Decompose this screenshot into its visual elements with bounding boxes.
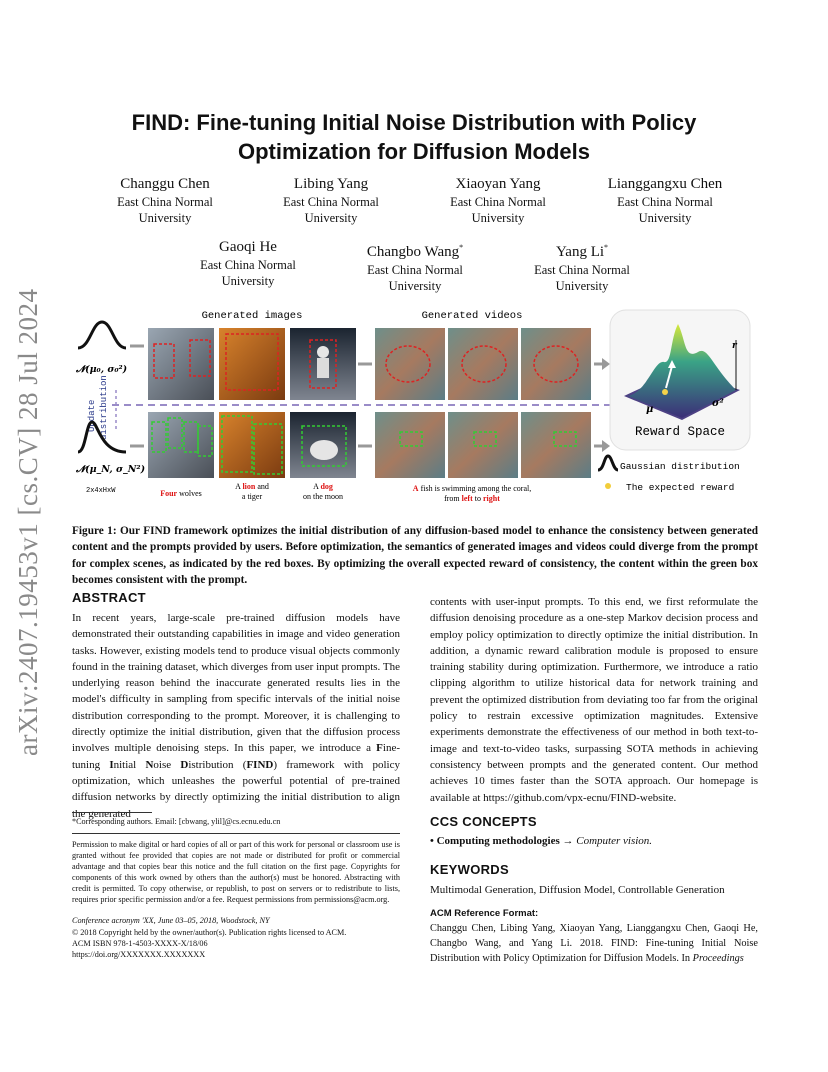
gaussian-curve-icon xyxy=(78,322,126,348)
author-affiliation: University xyxy=(638,211,692,225)
permission-notice: Permission to make digital or hard copies of all or part of this work for personal or classroom use is granted without fee provided that copies are not made or distributed for profit or commercial advantage and that copies bear this notice and the full citation on the first page. Copyrights for components of this work owned by others than the author(s) must be honored. Abstracting with credit is permitted. To copy otherwise, or republish, to post on servers or to redistribute to lists, requires prior specific permission and/or a fee. Request permissions from permissions@acm.org. xyxy=(72,840,400,904)
conference-info: Conference acronym 'XX, June 03–05, 2018, Woodstock, NY xyxy=(72,916,270,925)
dog-shape xyxy=(310,440,338,460)
abstract-right-column: contents with user-input prompts. To this end, we first reformulate the diffusion denoising procedure as a one-step Markov decision process and employ policy optimization to directly optimize the initial distribution. In addition, a dynamic reward calibration module is proposed to ensure training stability during optimization. Furthermore, we introduce a ratio clipping algorithm to utilize historical data for network training and prevent the optimized distribution from deviating too far from the original policy to restrain excessive optimization magnitudes. Extensive experiments demonstrate the effectiveness of our method in both text-to-image and text-to-video tasks, surpassing SOTA methods in achieving consistency between prompts and the generated content. Our method achieves 10 times faster than the SOTA approach. Our homepage is available at https://github.com/vpx-ecnu/FIND-website. xyxy=(430,596,758,804)
video-frame-after xyxy=(448,412,518,478)
acm-reference-heading: ACM Reference Format: xyxy=(430,908,539,919)
author-block xyxy=(413,175,583,226)
author-affiliation: East China Normal xyxy=(617,195,713,209)
arxiv-sidebar-stamp: arXiv:2407.19453v1 [cs.CV] 28 Jul 2024 xyxy=(13,288,43,756)
paper-title: FIND: Fine-tuning Initial Noise Distribution with Policy Optimization for Diffusion Models xyxy=(131,110,697,164)
prompt-lion-tiger-line2: a tiger xyxy=(241,492,263,501)
update-label: Update xyxy=(87,399,97,432)
video-frame-before xyxy=(521,328,591,400)
author-affiliation: East China Normal xyxy=(117,195,213,209)
author-block xyxy=(246,175,416,226)
author-affiliation: East China Normal xyxy=(367,263,463,277)
initial-distribution-label: 𝓝(μ₀, σ₀²) xyxy=(76,364,128,375)
axis-sigma-label: σ² xyxy=(712,398,724,409)
author-block xyxy=(163,238,333,289)
lion-image-before xyxy=(219,328,285,400)
ccs-heading: CCS CONCEPTS xyxy=(430,814,537,829)
prompt-dog-moon-line2: on the moon xyxy=(303,492,343,501)
author-name: Gaoqi He xyxy=(219,239,277,255)
expected-reward-legend-icon xyxy=(605,483,611,489)
wolves-image-before xyxy=(148,328,214,400)
astronaut-shape xyxy=(317,346,329,358)
author-affiliation: University xyxy=(138,211,192,225)
author-affiliation: University xyxy=(555,279,609,293)
figure-1 xyxy=(72,300,758,510)
expected-reward-marker xyxy=(662,389,668,395)
footnote-rule xyxy=(72,812,152,813)
reward-space-label: Reward Space xyxy=(634,425,726,439)
author-name: Changgu Chen xyxy=(120,176,210,192)
author-name: Yang Li* xyxy=(555,243,609,260)
gaussian-legend-icon xyxy=(598,456,618,470)
author-affiliation: University xyxy=(304,211,358,225)
video-frame-after xyxy=(375,412,445,478)
noise-size-label: 2x4xHxW xyxy=(86,487,116,495)
author-affiliation: University xyxy=(388,279,442,293)
prompt-fish: A fish is swimming among the coral, xyxy=(412,484,532,493)
author-affiliation: East China Normal xyxy=(283,195,379,209)
video-frame-after xyxy=(521,412,591,478)
figure-1-diagram xyxy=(72,300,758,510)
acm-reference-text: Changgu Chen, Libing Yang, Xiaoyan Yang, Lianggangxu Chen, Gaoqi He, Changbo Wang, and Yang Li. 2018. FIND: Fine-tuning Initial Noise Distribution with Policy Optimization for Diffusion Models. In Proceedings xyxy=(430,923,758,965)
author-block xyxy=(497,238,667,294)
prompt-lion-tiger: A lion and xyxy=(235,482,269,491)
generated-videos-label: Generated videos xyxy=(421,310,523,322)
corresponding-authors-footnote: *Corresponding authors. Email: [cbwang, ylil]@cs.ecnu.edu.cn xyxy=(72,817,281,826)
astronaut-shape xyxy=(317,358,329,378)
distribution-label: distribution xyxy=(99,375,109,440)
doi-line: https://doi.org/XXXXXXX.XXXXXXX xyxy=(72,950,206,959)
author-block xyxy=(80,175,250,226)
ccs-concepts: • Computing methodologies → Computer vision. xyxy=(430,835,653,847)
legend-gaussian-label: Gaussian distribution xyxy=(620,461,740,472)
permission-rule xyxy=(72,833,400,834)
author-name: Libing Yang xyxy=(293,176,369,192)
generated-images-label: Generated images xyxy=(201,310,303,322)
prompt-dog-moon: A dog xyxy=(313,482,333,491)
author-affiliation: East China Normal xyxy=(450,195,546,209)
author-affiliation: University xyxy=(471,211,525,225)
isbn-line: ACM ISBN 978-1-4503-XXXX-X/18/06 xyxy=(72,939,208,948)
author-name: Changbo Wang* xyxy=(366,243,464,260)
legend-reward-label: The expected reward xyxy=(626,482,735,493)
author-block xyxy=(580,175,750,226)
author-affiliation: East China Normal xyxy=(534,263,630,277)
author-affiliation: University xyxy=(221,274,275,288)
author-affiliation: East China Normal xyxy=(200,258,296,272)
optimized-distribution-label: 𝓝(μ_N, σ_N²) xyxy=(76,464,146,475)
axis-mu-label: μ xyxy=(646,404,654,415)
prompt-fish-line2: from left to right xyxy=(444,494,500,503)
axis-r-label: r xyxy=(732,341,737,351)
author-name: Lianggangxu Chen xyxy=(607,176,723,192)
figure-caption: Figure 1: Our FIND framework optimizes the initial distribution of any diffusion-based model to enhance the consistency between generated content and the prompts provided by users. Before optimization, the semantics of generated images and videos could diverge from the prompt for complex scenes, as indicated by the red boxes. By optimizing the overall expected reward of consistency, the content within the green box becomes consistent with the prompt. xyxy=(72,525,758,586)
arrow-icon xyxy=(602,440,610,452)
author-block xyxy=(330,238,500,294)
copyright-line: © 2018 Copyright held by the owner/author(s). Publication rights licensed to ACM. xyxy=(72,928,347,937)
author-name: Xiaoyan Yang xyxy=(455,176,541,192)
prompt-four-wolves: Four wolves xyxy=(160,489,202,498)
keywords-heading: KEYWORDS xyxy=(430,862,509,877)
keywords-text: Multimodal Generation, Diffusion Model, Controllable Generation xyxy=(430,884,725,896)
video-frame-before xyxy=(448,328,518,400)
abstract-heading: ABSTRACT xyxy=(72,590,146,605)
abstract-left-column: In recent years, large-scale pre-trained diffusion models have demonstrated their outstanding capabilities in image and video generation tasks. However, existing models tend to produce visual objects commonly found in the training dataset, which diverges from user input prompts. The underlying reason behind the inaccurate generated results lies in the model's difficulty in sampling from specific intervals of the initial noise distribution corresponding to the prompt. Moreover, it is challenging to directly optimize the initial distribution, given that the diffusion process involves multiple denoising steps. In this paper, we introduce a Fine-tuning Initial Noise Distribution (FIND) framework with policy optimization, which unleashes the powerful potential of pre-trained diffusion networks by directly optimizing the initial distribution to align the generated xyxy=(72,612,400,820)
arrow-icon xyxy=(602,358,610,370)
